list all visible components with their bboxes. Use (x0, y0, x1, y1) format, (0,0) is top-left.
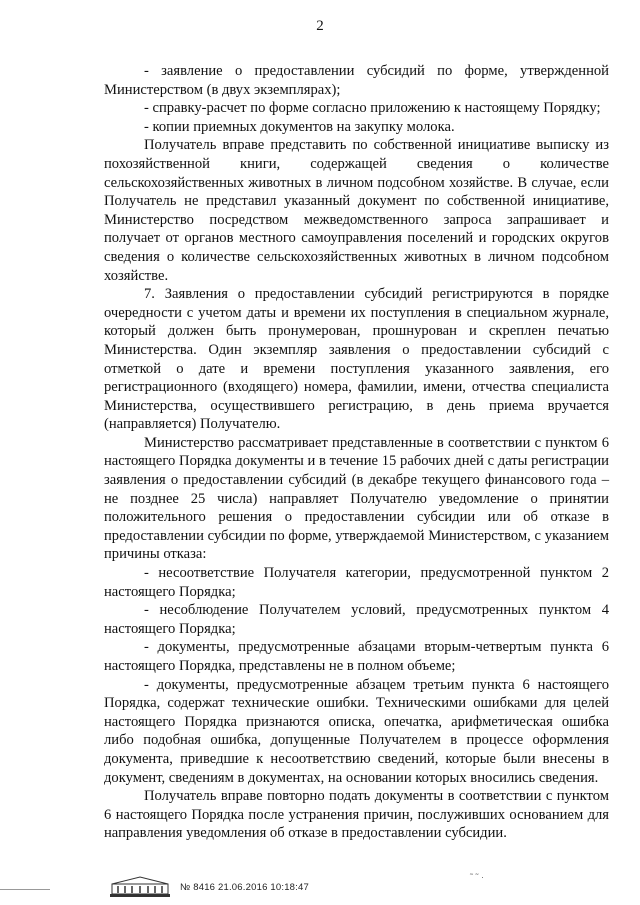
registration-stamp: № 8416 21.06.2016 10:18:47 (180, 881, 309, 893)
paragraph: Получатель вправе представить по собственной инициативе выписку из похозяйственной книги, содержащей сведения о количестве сельскохозяйственных животных в личном подсобном хозяйстве. В случае, если Получатель не представил указанный документ по собственной инициативе, Министерство посредством межведомственного запроса запрашивает и получает от органов местного самоуправления поселений и городских округов сведения о количестве сельскохозяйственных животных в личном подсобном хозяйстве. (104, 137, 609, 284)
paragraph: - документы, предусмотренные абзацем третьим пункта 6 настоящего Порядка, содержат технические ошибки. Техническими ошибками для целей настоящего Порядка признаются описка, опечатка, арифметическая ошибка либо подобная ошибка, допущенные Получателем в процессе оформления документа, приведшие к несоответствию сведений, которые были внесены в документ, сведениям в документах, на основании которых вносились сведения. (104, 676, 609, 786)
paragraph: - документы, предусмотренные абзацами вторым-четвертым пункта 6 настоящего Порядка, представлены не в полном объеме; (104, 639, 609, 674)
paragraph: Министерство рассматривает представленные в соответствии с пунктом 6 настоящего Порядка документы и в течение 15 рабочих дней с даты регистрации заявления о предоставлении субсидий (в декабре текущего финансового года – не позднее 25 числа) направляет Получателю уведомление о принятии положительного решения о предоставлении субсидии или об отказе в предоставлении субсидии по форме, утверждаемой Министерством, с указанием причины отказа: (104, 434, 609, 563)
paragraph: 7. Заявления о предоставлении субсидий регистрируются в порядке очередности с учетом даты и времени их поступления в специальном журнале, который должен быть пронумерован, прошнурован и скреплен печатью Министерства. Один экземпляр заявления о предоставлении субсидий с отметкой о дате и времени поступления указанного заявления, его регистрационного (входящего) номера, фамилии, имени, отчества специалиста Министерства, осуществившего регистрацию, в день приема вручается (направляется) Получателю. (104, 286, 609, 433)
paragraph: - копии приемных документов на закупку молока. (144, 118, 455, 135)
margin-rule (0, 889, 50, 890)
page-number: 2 (316, 18, 324, 34)
document-body (104, 62, 609, 843)
government-building-emblem-icon (110, 876, 170, 898)
scan-mark: ˜ ˜ · (470, 872, 484, 882)
paragraph: - несоответствие Получателя категории, предусмотренной пунктом 2 настоящего Порядка; (104, 565, 609, 600)
paragraph: - заявление о предоставлении субсидий по форме, утвержденной Министерством (в двух экземплярах); (104, 63, 609, 98)
paragraph: - несоблюдение Получателем условий, предусмотренных пунктом 4 настоящего Порядка; (104, 602, 609, 637)
registration-footer (110, 876, 309, 898)
paragraph: Получатель вправе повторно подать документы в соответствии с пунктом 6 настоящего Порядка после устранения причин, послуживших основанием для направления уведомления об отказе в предоставлении субсидии. (104, 788, 609, 842)
paragraph: - справку-расчет по форме согласно приложению к настоящему Порядку; (144, 100, 601, 117)
